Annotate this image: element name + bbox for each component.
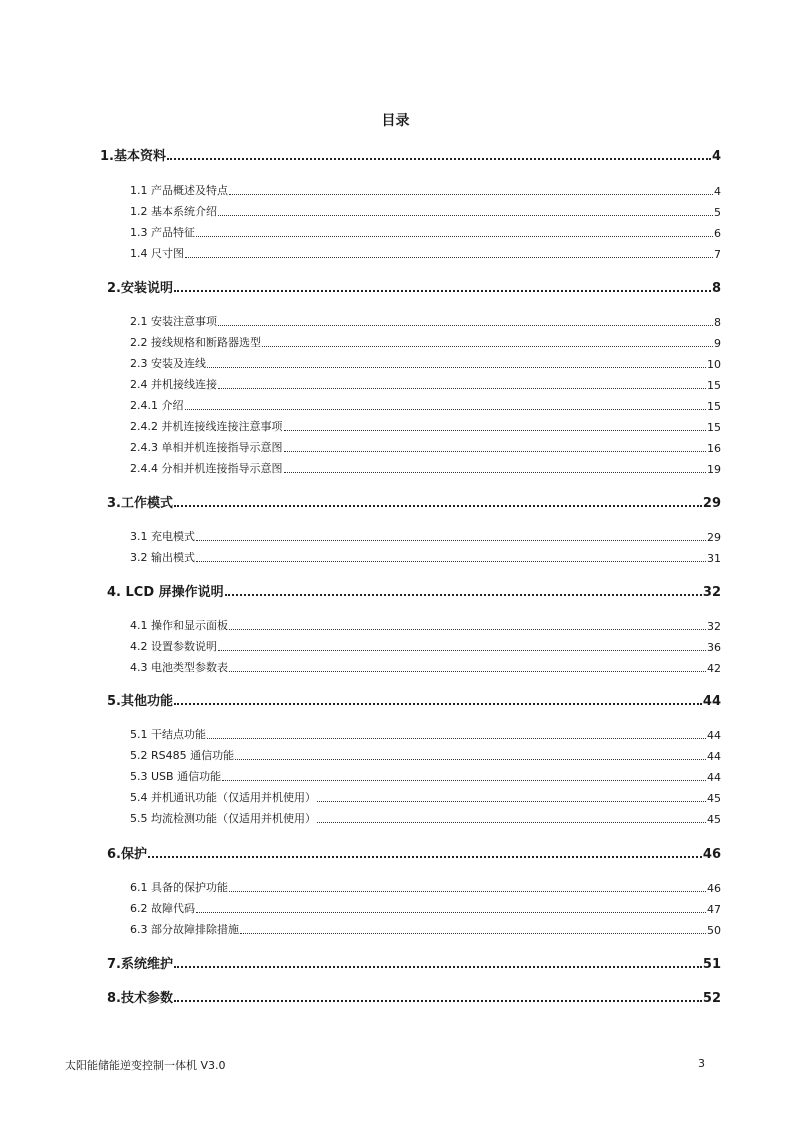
toc-entry-label: 1.1 产品概述及特点 bbox=[130, 184, 228, 197]
toc-entry-4-1[interactable] bbox=[130, 618, 721, 633]
toc-entry-2-4-4[interactable] bbox=[130, 461, 721, 476]
toc-entry-5-3[interactable] bbox=[130, 769, 721, 784]
toc-entry-section-7[interactable] bbox=[107, 954, 721, 972]
toc-entry-page: 42 bbox=[707, 662, 721, 675]
toc-entry-5-1[interactable] bbox=[130, 727, 721, 742]
toc-entry-page: 8 bbox=[711, 281, 721, 296]
toc-entry-4-3[interactable] bbox=[130, 660, 721, 675]
toc-leader-dots bbox=[218, 215, 713, 216]
toc-entry-2-2[interactable] bbox=[130, 335, 721, 350]
toc-entry-page: 29 bbox=[702, 496, 721, 511]
toc-leader-dots bbox=[174, 1000, 702, 1002]
toc-entry-page: 5 bbox=[714, 206, 721, 219]
toc-entry-section-3[interactable] bbox=[107, 493, 721, 511]
toc-entry-page: 44 bbox=[707, 771, 721, 784]
toc-leader-dots bbox=[185, 409, 707, 410]
toc-leader-dots bbox=[317, 822, 706, 823]
toc-leader-dots bbox=[174, 290, 711, 292]
toc-leader-dots bbox=[229, 629, 706, 630]
toc-leader-dots bbox=[225, 594, 702, 596]
toc-entry-label: 4.2 设置参数说明 bbox=[130, 640, 217, 653]
toc-leader-dots bbox=[235, 759, 706, 760]
toc-entry-page: 36 bbox=[707, 641, 721, 654]
toc-entry-page: 15 bbox=[707, 379, 721, 392]
toc-leader-dots bbox=[229, 671, 706, 672]
toc-leader-dots bbox=[185, 257, 713, 258]
toc-entry-label: 2.4 并机接线连接 bbox=[130, 378, 217, 391]
toc-entry-1-4[interactable] bbox=[130, 246, 721, 261]
toc-entry-page: 51 bbox=[702, 957, 721, 972]
toc-entry-page: 9 bbox=[714, 337, 721, 350]
toc-entry-label: 4. LCD 屏操作说明 bbox=[107, 585, 224, 600]
toc-entry-label: 8.技术参数 bbox=[107, 991, 173, 1006]
footer-page-number: 3 bbox=[698, 1057, 705, 1070]
toc-entry-page: 15 bbox=[707, 400, 721, 413]
toc-entry-label: 1.基本资料 bbox=[100, 149, 166, 164]
toc-entry-page: 15 bbox=[707, 421, 721, 434]
toc-entry-page: 45 bbox=[707, 813, 721, 826]
toc-title: 目录 bbox=[381, 113, 410, 129]
toc-leader-dots bbox=[174, 966, 702, 968]
toc-entry-page: 31 bbox=[707, 552, 721, 565]
toc-leader-dots bbox=[240, 933, 706, 934]
toc-entry-page: 47 bbox=[707, 903, 721, 916]
toc-entry-page: 46 bbox=[702, 847, 721, 862]
toc-leader-dots bbox=[207, 367, 706, 368]
toc-entry-label: 2.1 安装注意事项 bbox=[130, 315, 217, 328]
toc-leader-dots bbox=[218, 325, 713, 326]
toc-entry-section-6[interactable] bbox=[107, 844, 721, 862]
toc-entry-page: 32 bbox=[707, 620, 721, 633]
toc-entry-label: 1.4 尺寸图 bbox=[130, 247, 184, 260]
toc-entry-page: 7 bbox=[714, 248, 721, 261]
toc-leader-dots bbox=[218, 388, 706, 389]
toc-entry-6-2[interactable] bbox=[130, 901, 721, 916]
toc-entry-label: 2.2 接线规格和断路器选型 bbox=[130, 336, 261, 349]
toc-entry-label: 5.4 并机通讯功能（仅适用并机使用） bbox=[130, 791, 316, 804]
toc-entry-label: 4.3 电池类型参数表 bbox=[130, 661, 228, 674]
toc-entry-label: 7.系统维护 bbox=[107, 957, 173, 972]
toc-leader-dots bbox=[167, 158, 711, 160]
toc-entry-3-2[interactable] bbox=[130, 550, 721, 565]
toc-leader-dots bbox=[229, 194, 713, 195]
toc-entry-page: 46 bbox=[707, 882, 721, 895]
toc-entry-section-4[interactable] bbox=[107, 582, 721, 600]
toc-leader-dots bbox=[196, 561, 706, 562]
toc-leader-dots bbox=[284, 472, 707, 473]
toc-entry-page: 44 bbox=[702, 694, 721, 709]
toc-entry-page: 10 bbox=[707, 358, 721, 371]
toc-entry-page: 52 bbox=[702, 991, 721, 1006]
toc-entry-page: 44 bbox=[707, 750, 721, 763]
toc-entry-2-4-2[interactable] bbox=[130, 419, 721, 434]
toc-entry-2-4-3[interactable] bbox=[130, 440, 721, 455]
toc-entry-page: 8 bbox=[714, 316, 721, 329]
toc-entry-label: 5.2 RS485 通信功能 bbox=[130, 749, 235, 762]
toc-leader-dots bbox=[196, 540, 706, 541]
toc-entry-section-8[interactable] bbox=[107, 988, 721, 1006]
toc-entry-page: 4 bbox=[711, 149, 721, 164]
toc-entry-5-5[interactable] bbox=[130, 811, 721, 826]
toc-entry-section-2[interactable] bbox=[107, 278, 721, 296]
toc-leader-dots bbox=[218, 650, 706, 651]
toc-entry-page: 45 bbox=[707, 792, 721, 805]
toc-entry-label: 6.2 故障代码 bbox=[130, 902, 195, 915]
toc-entry-5-4[interactable] bbox=[130, 790, 721, 805]
toc-leader-dots bbox=[222, 780, 706, 781]
toc-entry-page: 4 bbox=[714, 185, 721, 198]
toc-entry-label: 3.工作模式 bbox=[107, 496, 173, 511]
toc-leader-dots bbox=[196, 236, 713, 237]
toc-entry-label: 1.2 基本系统介绍 bbox=[130, 205, 217, 218]
toc-entry-label: 6.3 部分故障排除措施 bbox=[130, 923, 239, 936]
toc-entry-label: 5.其他功能 bbox=[107, 694, 173, 709]
toc-entry-2-4-1[interactable] bbox=[130, 398, 721, 413]
toc-leader-dots bbox=[148, 856, 702, 858]
toc-leader-dots bbox=[174, 703, 702, 705]
toc-entry-label: 2.3 安装及连线 bbox=[130, 357, 206, 370]
toc-entry-label: 5.5 均流检测功能（仅适用并机使用） bbox=[130, 812, 316, 825]
toc-leader-dots bbox=[284, 430, 707, 431]
toc-leader-dots bbox=[284, 451, 707, 452]
toc-leader-dots bbox=[196, 912, 706, 913]
toc-entry-4-2[interactable] bbox=[130, 639, 721, 654]
toc-entry-page: 16 bbox=[707, 442, 721, 455]
toc-entry-label: 5.1 干结点功能 bbox=[130, 728, 206, 741]
toc-entry-label: 3.1 充电模式 bbox=[130, 530, 195, 543]
toc-entry-page: 44 bbox=[707, 729, 721, 742]
toc-entry-label: 2.4.1 介绍 bbox=[130, 399, 184, 412]
toc-entry-label: 5.3 USB 通信功能 bbox=[130, 770, 222, 783]
toc-leader-dots bbox=[262, 346, 713, 347]
toc-entry-label: 1.3 产品特征 bbox=[130, 226, 195, 239]
toc-entry-label: 6.1 具备的保护功能 bbox=[130, 881, 228, 894]
toc-entry-1-1[interactable] bbox=[130, 183, 721, 198]
toc-leader-dots bbox=[317, 801, 706, 802]
toc-entry-2-1[interactable] bbox=[130, 314, 721, 329]
toc-entry-1-3[interactable] bbox=[130, 225, 721, 240]
toc-entry-label: 2.4.3 单相并机连接指导示意图 bbox=[130, 441, 283, 454]
toc-entry-page: 6 bbox=[714, 227, 721, 240]
toc-entry-label: 2.安装说明 bbox=[107, 281, 173, 296]
toc-entry-section-1[interactable] bbox=[100, 146, 721, 164]
toc-entry-6-3[interactable] bbox=[130, 922, 721, 937]
toc-entry-label: 6.保护 bbox=[107, 847, 147, 862]
toc-entry-label: 3.2 输出模式 bbox=[130, 551, 195, 564]
toc-entry-page: 50 bbox=[707, 924, 721, 937]
toc-entry-3-1[interactable] bbox=[130, 529, 721, 544]
toc-entry-page: 19 bbox=[707, 463, 721, 476]
toc-leader-dots bbox=[174, 505, 702, 507]
toc-entry-label: 4.1 操作和显示面板 bbox=[130, 619, 228, 632]
toc-entry-2-3[interactable] bbox=[130, 356, 721, 371]
toc-entry-page: 32 bbox=[702, 585, 721, 600]
toc-leader-dots bbox=[207, 738, 706, 739]
toc-entry-5-2[interactable] bbox=[130, 748, 721, 763]
toc-entry-6-1[interactable] bbox=[130, 880, 721, 895]
toc-entry-2-4[interactable] bbox=[130, 377, 721, 392]
toc-leader-dots bbox=[229, 891, 706, 892]
toc-entry-1-2[interactable] bbox=[130, 204, 721, 219]
toc-entry-page: 29 bbox=[707, 531, 721, 544]
toc-entry-label: 2.4.4 分相并机连接指导示意图 bbox=[130, 462, 283, 475]
toc-entry-label: 2.4.2 并机连接线连接注意事项 bbox=[130, 420, 283, 433]
toc-entry-section-5[interactable] bbox=[107, 691, 721, 709]
footer-document-title: 太阳能储能逆变控制一体机 V3.0 bbox=[65, 1059, 226, 1072]
